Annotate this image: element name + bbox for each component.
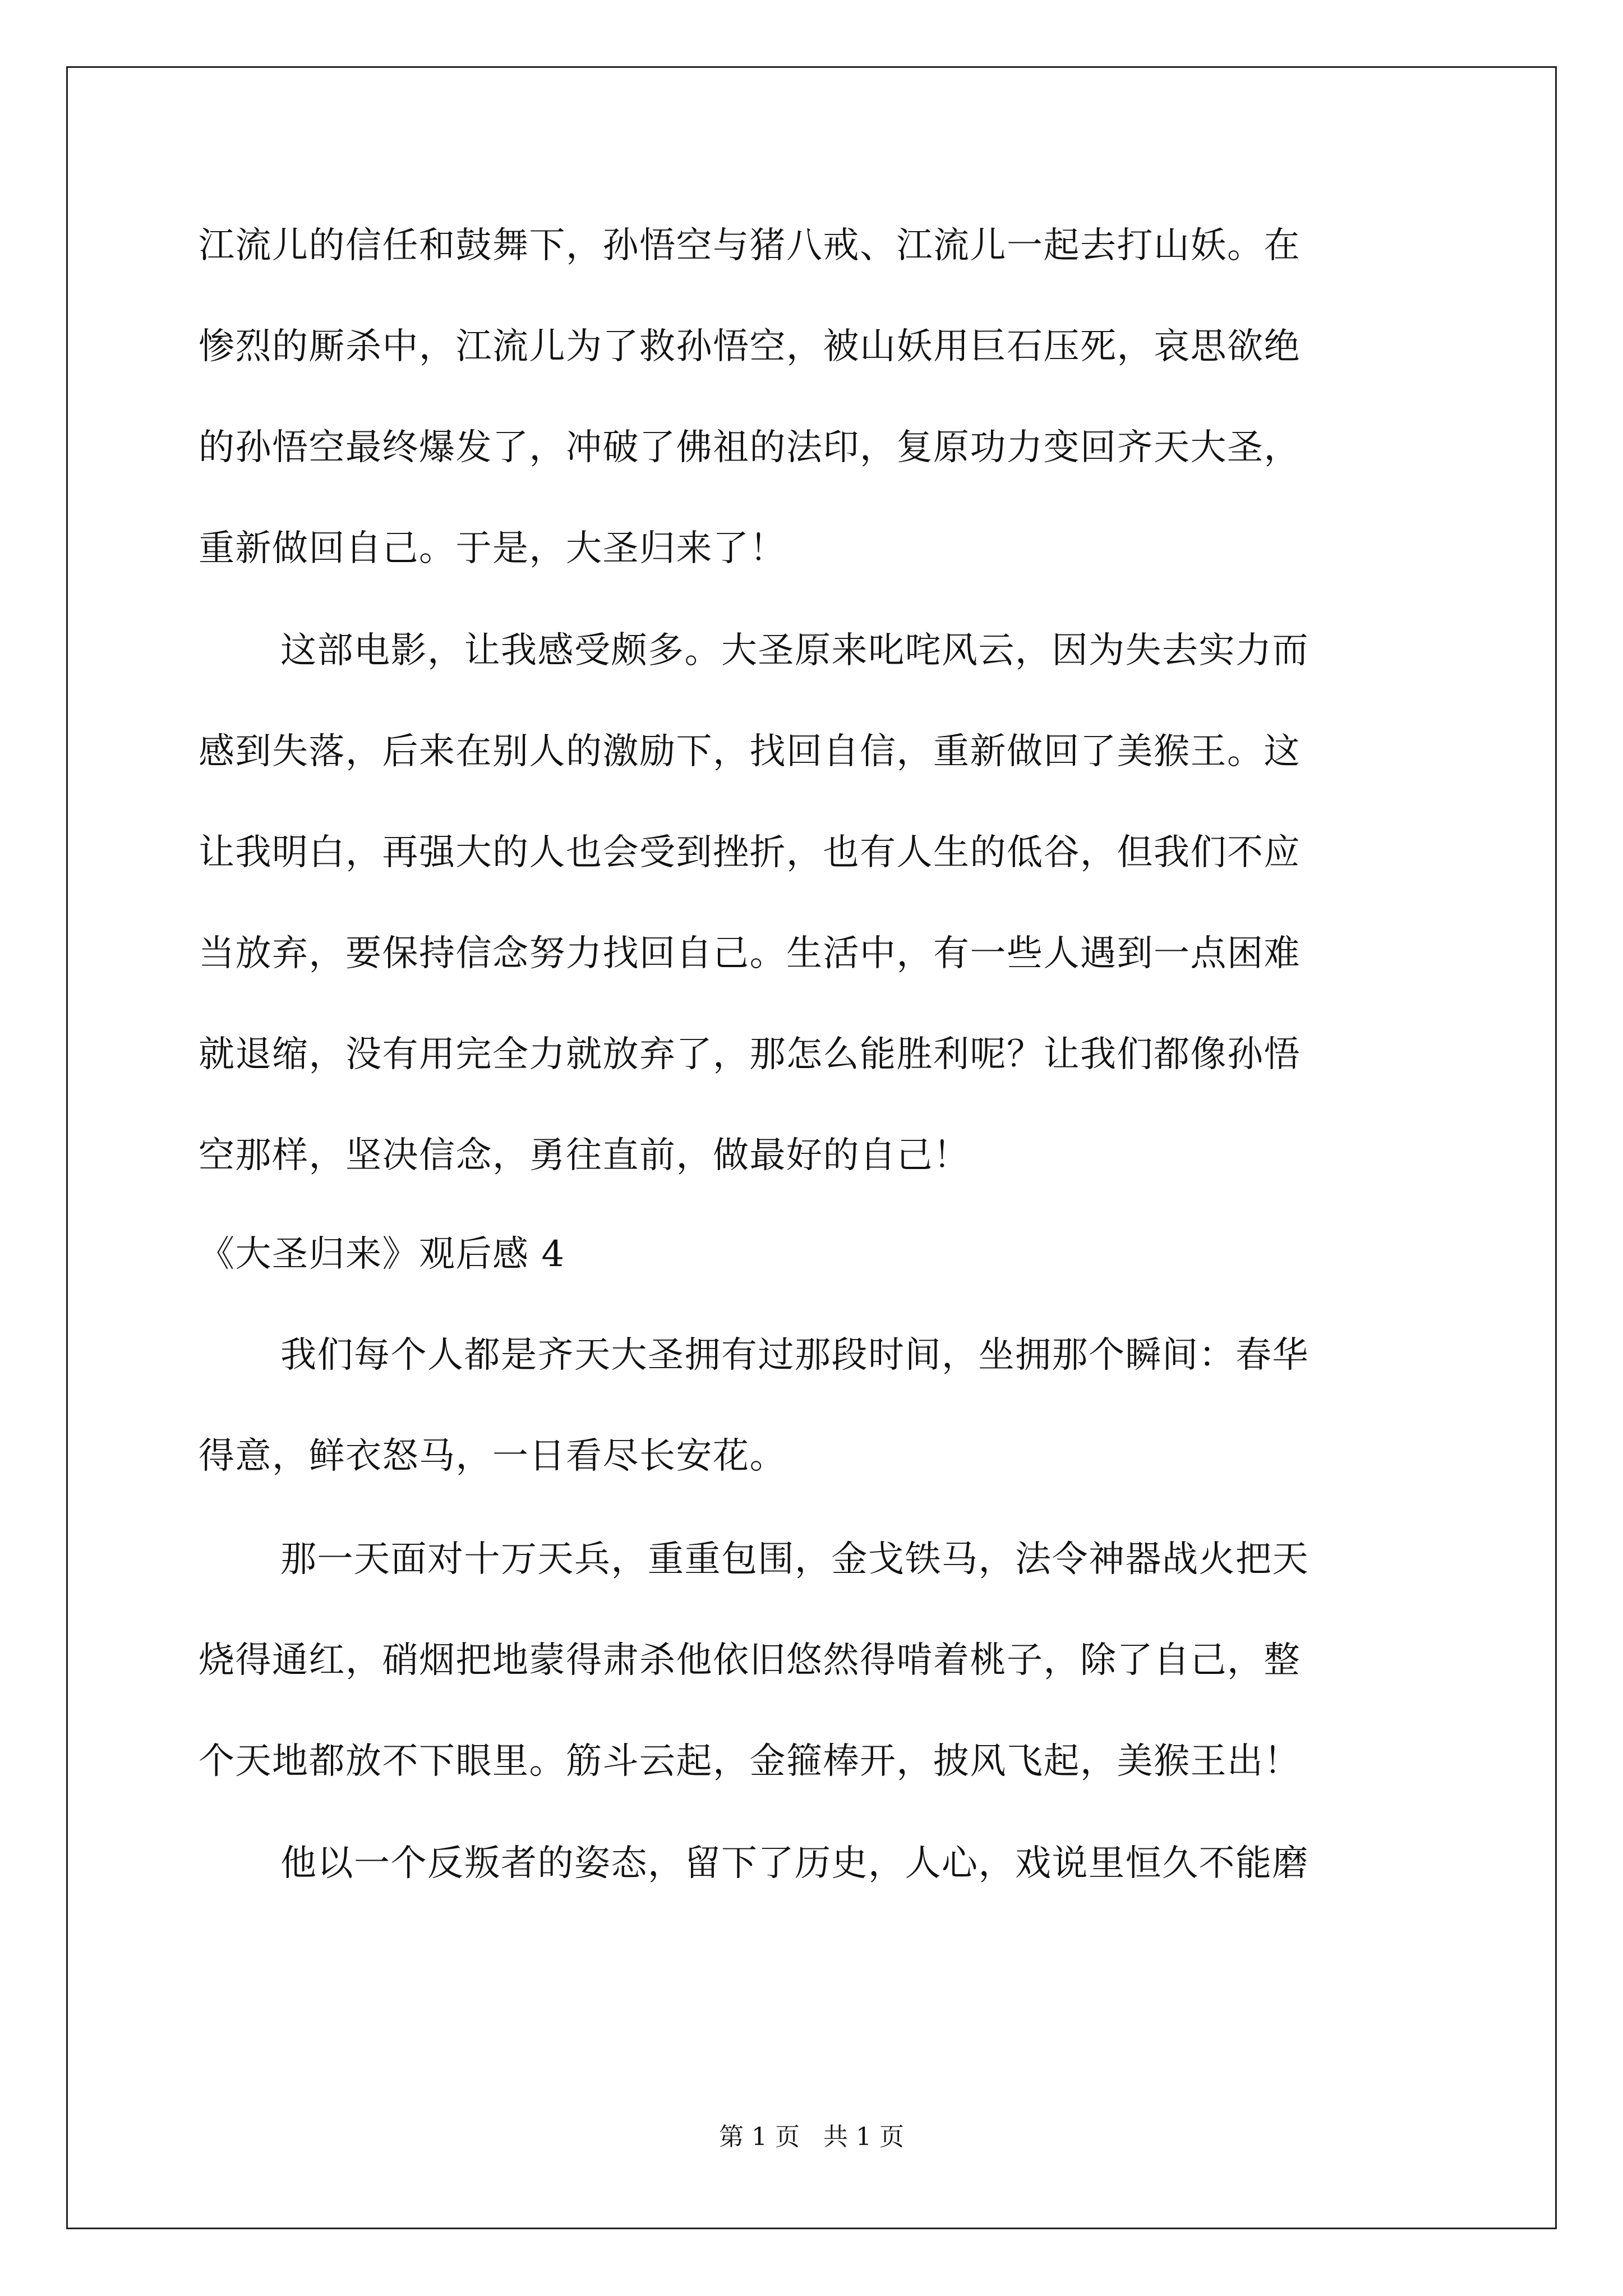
text-line: 我们每个人都是齐天大圣拥有过那段时间，坐拥那个瞬间：春华 bbox=[280, 1335, 1309, 1376]
text-line: 这部电影，让我感受颇多。大圣原来叱咤风云，因为失去实力而 bbox=[280, 630, 1309, 671]
text-line: 江流儿的信任和鼓舞下，孙悟空与猪八戒、江流儿一起去打山妖。在 bbox=[199, 225, 1301, 266]
text-line: 得意，鲜衣怒马，一日看尽长安花。 bbox=[199, 1435, 786, 1477]
text-line: 那一天面对十万天兵，重重包围，金戈铁马，法令神器战火把天 bbox=[280, 1539, 1309, 1580]
text-line: 的孙悟空最终爆发了，冲破了佛祖的法印，复原功力变回齐天大圣， bbox=[199, 427, 1301, 468]
text-line: 他以一个反叛者的姿态，留下了历史，人心，戏说里恒久不能磨 bbox=[280, 1843, 1309, 1884]
section-heading: 《大圣归来》观后感 4 bbox=[199, 1234, 565, 1275]
page-footer: 第 1 页 共 1 页 bbox=[719, 2123, 904, 2151]
text-line: 就退缩，没有用完全力就放弃了，那怎么能胜利呢？让我们都像孙悟 bbox=[199, 1034, 1301, 1075]
text-line: 烧得通红，硝烟把地蒙得肃杀他依旧悠然得啃着桃子，除了自己，整 bbox=[199, 1640, 1301, 1681]
text-line: 空那样，坚决信念，勇往直前，做最好的自己！ bbox=[199, 1135, 970, 1176]
text-line: 重新做回自己。于是，大圣归来了！ bbox=[199, 528, 786, 569]
text-line: 感到失落，后来在别人的激励下，找回自信，重新做回了美猴王。这 bbox=[199, 731, 1301, 772]
text-line: 让我明白，再强大的人也会受到挫折，也有人生的低谷，但我们不应 bbox=[199, 832, 1301, 873]
text-line: 个天地都放不下眼里。筋斗云起，金箍棒开，披风飞起，美猴王出！ bbox=[199, 1741, 1301, 1782]
text-line: 当放弃，要保持信念努力找回自己。生活中，有一些人遇到一点困难 bbox=[199, 933, 1301, 974]
text-line: 惨烈的厮杀中，江流儿为了救孙悟空，被山妖用巨石压死，哀思欲绝 bbox=[199, 326, 1301, 367]
